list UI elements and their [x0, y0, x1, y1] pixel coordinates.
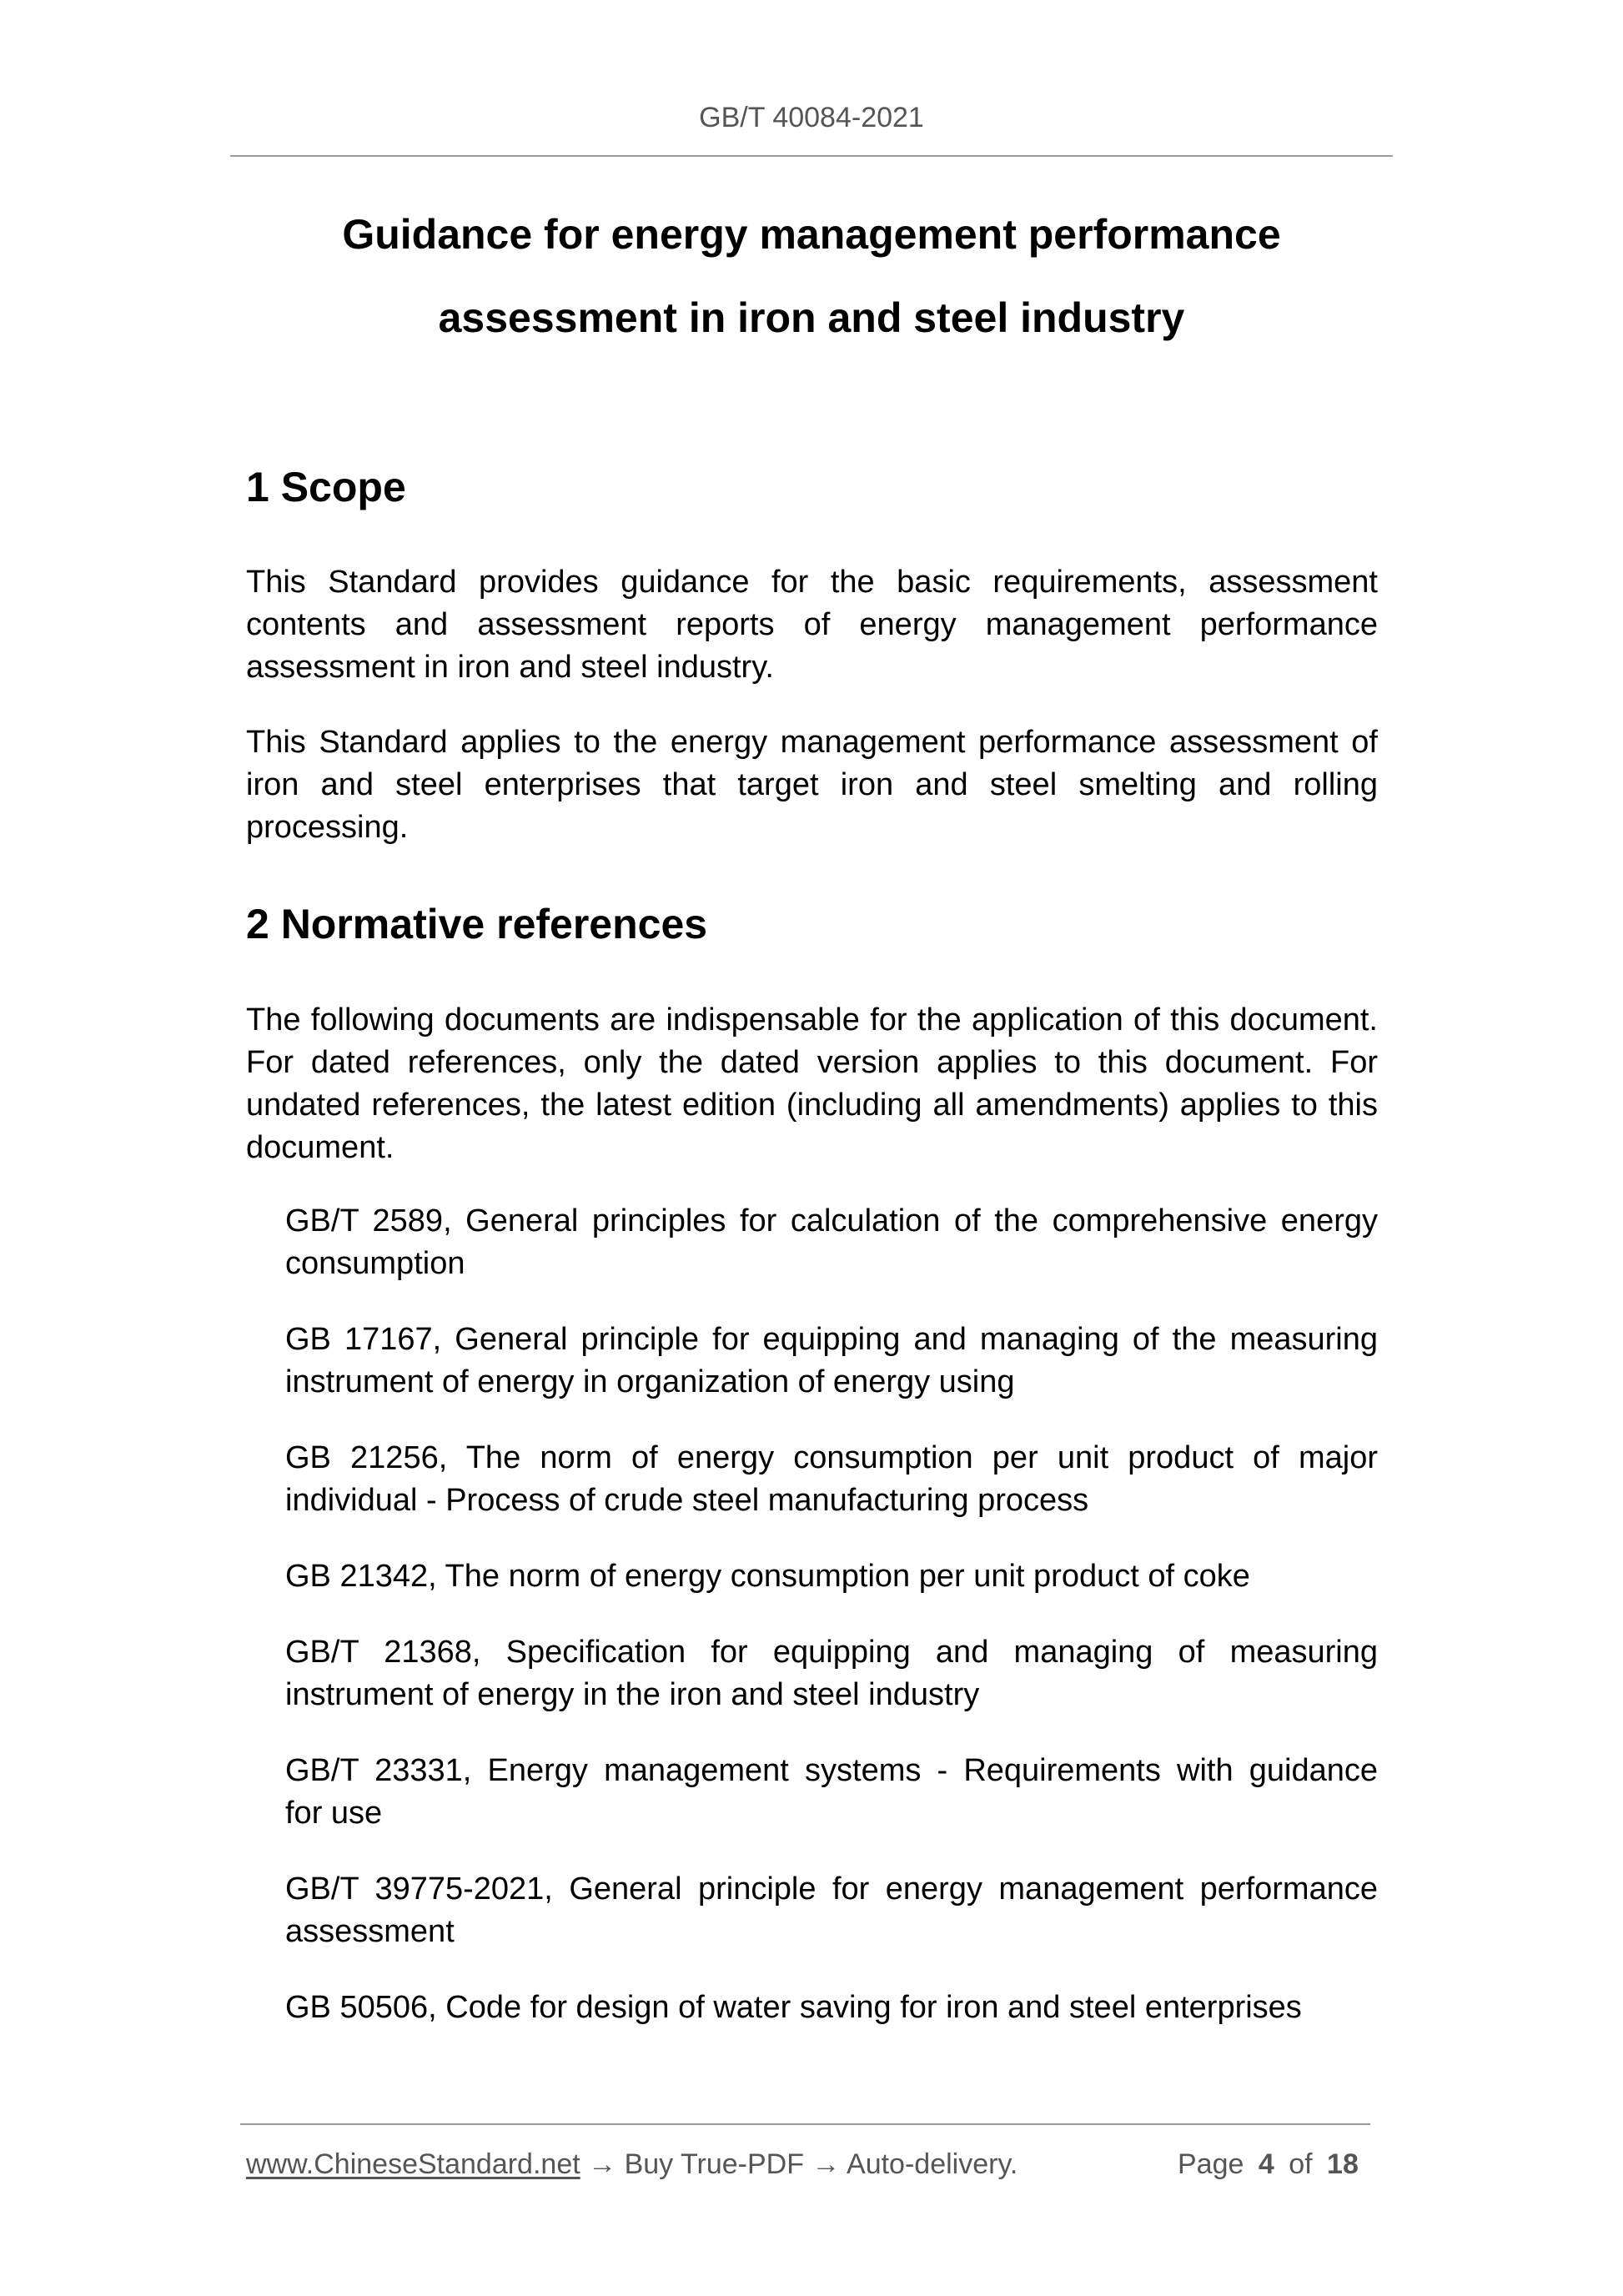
running-header-doc-code: GB/T 40084-2021: [699, 102, 924, 133]
auto-delivery-text: Auto-delivery.: [847, 2148, 1018, 2180]
document-title: [0, 193, 1623, 359]
text-line: GB/T 21368, Specification for equipping and managing of measuring: [285, 1635, 1378, 1670]
site-link[interactable]: www.ChineseStandard.net: [246, 2148, 580, 2180]
text-line: assessment in iron and steel industry.: [246, 650, 774, 685]
text-line: contents and assessment reports of energy management performance: [246, 607, 1378, 642]
text-line: document.: [246, 1130, 394, 1165]
text-line: consumption: [285, 1246, 465, 1281]
text-line: iron and steel enterprises that target iron and steel smelting and rolling: [246, 767, 1378, 802]
reference-item-gb-50506: [285, 1987, 1378, 2029]
text-line: GB 50506, Code for design of water saving for iron and steel enterprises: [285, 1990, 1302, 2025]
buy-pdf-text: Buy True-PDF: [624, 2148, 804, 2180]
document-title-line-2: assessment in iron and steel industry: [438, 294, 1185, 341]
footer-divider: [240, 2123, 1370, 2125]
text-line: individual - Process of crude steel manufacturing process: [285, 1483, 1089, 1518]
reference-item-gbt-39775: [285, 1868, 1378, 1953]
document-title-line-1: Guidance for energy management performance: [342, 211, 1281, 258]
page-total: 18: [1327, 2148, 1359, 2180]
text-line: This Standard applies to the energy management performance assessment of: [246, 725, 1378, 760]
text-line: undated references, the latest edition (including all amendments) applies to this: [246, 1088, 1378, 1123]
header-divider: [230, 155, 1393, 157]
text-line: This Standard provides guidance for the basic requirements, assessment: [246, 565, 1378, 600]
text-line: GB/T 2589, General principles for calculation of the comprehensive energy: [285, 1203, 1378, 1238]
reference-list: [285, 1200, 1378, 2062]
section-heading-scope: 1 Scope: [246, 464, 406, 510]
text-line: The following documents are indispensable for the application of this document.: [246, 1002, 1378, 1037]
reference-item-gb-17167: [285, 1319, 1378, 1404]
page-number: [1178, 2148, 1359, 2181]
footer-promo: [246, 2148, 1018, 2181]
page-of-label: of: [1289, 2148, 1313, 2180]
text-line: GB 21342, The norm of energy consumption per unit product of coke: [285, 1559, 1250, 1594]
arrow-right-icon: →: [580, 2148, 625, 2180]
reference-item-gbt-21368: [285, 1631, 1378, 1716]
text-line: processing.: [246, 810, 409, 845]
scope-paragraph-1: [246, 561, 1378, 689]
page-current: 4: [1258, 2148, 1274, 2180]
page-label: Page: [1178, 2148, 1244, 2180]
text-line: GB/T 23331, Energy management systems - Requirements with guidance: [285, 1753, 1378, 1788]
text-line: GB/T 39775-2021, General principle for energy management performance: [285, 1871, 1378, 1907]
text-line: for use: [285, 1796, 383, 1831]
text-line: For dated references, only the dated version applies to this document. For: [246, 1045, 1378, 1080]
text-line: instrument of energy in organization of energy using: [285, 1364, 1015, 1399]
reference-item-gb-21342: [285, 1555, 1378, 1598]
text-line: GB 17167, General principle for equipping and managing of the measuring: [285, 1322, 1378, 1357]
scope-paragraph-2: [246, 721, 1378, 849]
reference-item-gb-21256: [285, 1437, 1378, 1522]
text-line: assessment: [285, 1914, 455, 1949]
reference-item-gbt-2589: [285, 1200, 1378, 1285]
arrow-right-icon: →: [803, 2148, 847, 2180]
normative-references-intro: [246, 999, 1378, 1169]
text-line: instrument of energy in the iron and steel industry: [285, 1677, 980, 1712]
section-heading-normative-references: 2 Normative references: [246, 901, 708, 947]
reference-item-gbt-23331: [285, 1750, 1378, 1835]
text-line: GB 21256, The norm of energy consumption per unit product of major: [285, 1440, 1378, 1475]
